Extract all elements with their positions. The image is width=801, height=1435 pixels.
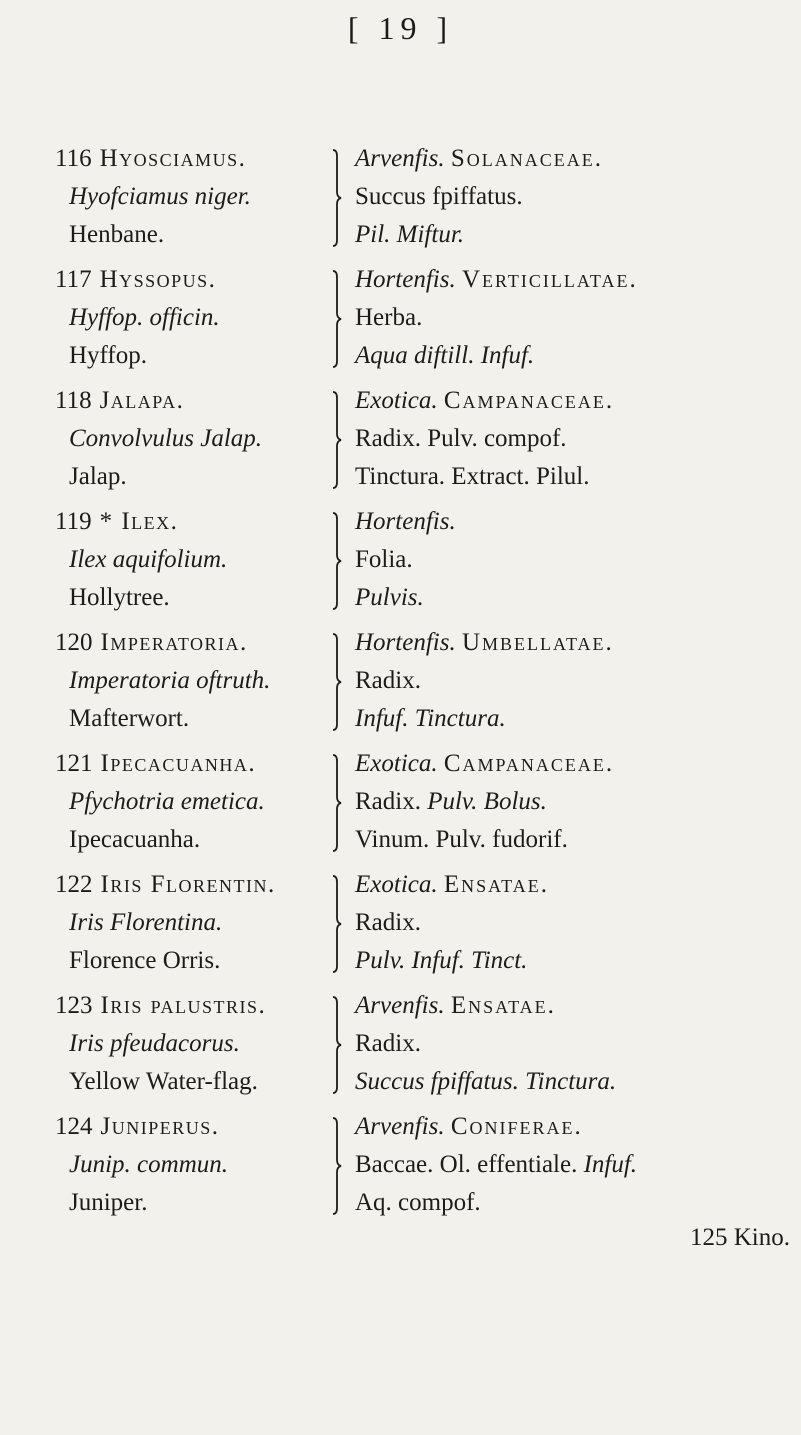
preparation: Aqua diftill. Infuf. xyxy=(355,342,535,369)
brace-mark xyxy=(332,995,342,1095)
genus-heading: Hyssopus. xyxy=(99,266,217,293)
entry-117 xyxy=(0,261,801,381)
common-name: Juniper. xyxy=(69,1189,148,1216)
genus-heading: Iris palustris. xyxy=(100,992,267,1019)
plant-family: Campanaceae. xyxy=(443,387,615,414)
genus-heading: Hyosciamus. xyxy=(99,145,247,172)
latin-name: Iris pfeudacorus. xyxy=(69,1030,240,1057)
habitat: Arvenfis. xyxy=(355,992,445,1019)
habitat: Arvenfis. xyxy=(355,1113,445,1140)
part-used: Folia. xyxy=(355,546,413,573)
preparations-line xyxy=(355,216,795,254)
parts-line xyxy=(355,299,795,337)
genus-heading: Iris Florentin. xyxy=(100,871,276,898)
entry-number: 118 xyxy=(55,387,92,414)
page-number-header: [ 19 ] xyxy=(347,10,454,46)
preparations-line xyxy=(355,700,795,738)
preparations-line xyxy=(355,821,795,859)
entry-122 xyxy=(0,866,801,986)
habitat: Hortenfis. xyxy=(355,266,456,293)
preparation: Pil. Miftur. xyxy=(355,221,465,248)
entry-names xyxy=(55,140,345,254)
preparations-line xyxy=(355,1184,795,1222)
entry-heading-line xyxy=(55,382,345,420)
common-name: Hyffop. xyxy=(69,342,148,369)
entry-118 xyxy=(0,382,801,502)
brace-mark xyxy=(332,390,342,490)
latin-name: Convolvulus Jalap. xyxy=(69,425,263,452)
brace-mark xyxy=(332,1116,342,1216)
habitat-line xyxy=(355,503,795,541)
common-name: Ipecacuanha. xyxy=(69,826,201,853)
entry-number: 124 xyxy=(55,1113,93,1140)
entry-details xyxy=(355,503,795,617)
entry-120 xyxy=(0,624,801,744)
genus-heading: Jalapa. xyxy=(99,387,185,414)
habitat: Hortenfis. xyxy=(355,508,456,535)
brace-mark xyxy=(332,269,342,369)
parts-line xyxy=(355,420,795,458)
latin-name: Iris Florentina. xyxy=(69,909,223,936)
habitat-line xyxy=(355,866,795,904)
habitat: Exotica. xyxy=(355,750,438,777)
entry-names xyxy=(55,382,345,496)
preparation: Infuf. Tinctura. xyxy=(355,705,506,732)
latin-name: Ilex aquifolium. xyxy=(69,546,228,573)
entry-heading-line xyxy=(55,261,345,299)
entry-names xyxy=(55,261,345,375)
entry-names xyxy=(55,503,345,617)
habitat-line xyxy=(355,745,795,783)
entry-123 xyxy=(0,987,801,1107)
part-used: Pulv. Bolus. xyxy=(427,788,547,815)
plant-family: Ensatae. xyxy=(450,992,556,1019)
entry-details xyxy=(355,745,795,859)
parts-line xyxy=(355,541,795,579)
genus-heading: * Ilex. xyxy=(99,508,179,535)
entry-details xyxy=(355,140,795,254)
entry-heading-line xyxy=(55,140,345,178)
part-used: Radix. xyxy=(355,667,421,694)
part-used: Radix. xyxy=(355,909,421,936)
entry-names xyxy=(55,745,345,859)
entry-heading-line xyxy=(55,987,345,1025)
latin-name: Hyofciamus niger. xyxy=(69,183,251,210)
preparations-line xyxy=(355,579,795,617)
habitat: Arvenfis. xyxy=(355,145,445,172)
part-used: Baccae. Ol. effentiale. xyxy=(355,1151,578,1178)
entry-details xyxy=(355,261,795,375)
entry-number: 121 xyxy=(55,750,93,777)
brace-mark xyxy=(332,148,342,248)
habitat-line xyxy=(355,1108,795,1146)
entry-names xyxy=(55,1108,345,1222)
plant-family: Umbellatae. xyxy=(461,629,614,656)
parts-line xyxy=(355,178,795,216)
habitat-line xyxy=(355,624,795,662)
plant-family: Coniferae. xyxy=(450,1113,583,1140)
entry-heading-line xyxy=(55,866,345,904)
entry-details xyxy=(355,624,795,738)
entry-heading-line xyxy=(55,1108,345,1146)
preparations-line xyxy=(355,1063,795,1101)
entry-number: 116 xyxy=(55,145,92,172)
entry-number: 119 xyxy=(55,508,92,535)
entry-116 xyxy=(0,140,801,260)
entry-number: 120 xyxy=(55,629,93,656)
plant-family: Ensatae. xyxy=(443,871,549,898)
entry-121 xyxy=(0,745,801,865)
part-used: Succus fpiffatus. xyxy=(355,183,523,210)
habitat-line xyxy=(355,382,795,420)
entry-names xyxy=(55,624,345,738)
latin-name: Hyffop. officin. xyxy=(69,304,220,331)
latin-name: Imperatoria oftruth. xyxy=(69,667,271,694)
entry-names xyxy=(55,987,345,1101)
habitat: Exotica. xyxy=(355,387,438,414)
plant-family: Solanaceae. xyxy=(450,145,603,172)
preparation: Tinctura. Extract. Pilul. xyxy=(355,463,590,490)
entry-heading-line xyxy=(55,503,345,541)
entry-119 xyxy=(0,503,801,623)
entry-124 xyxy=(0,1108,801,1228)
habitat-line xyxy=(355,987,795,1025)
part-used: Radix. Pulv. compof. xyxy=(355,425,567,452)
plant-family: Verticillatae. xyxy=(461,266,638,293)
entry-heading-line xyxy=(55,745,345,783)
entry-details xyxy=(355,1108,795,1222)
preparation: Pulv. Infuf. Tinct. xyxy=(355,947,528,974)
part-used: Infuf. xyxy=(583,1151,638,1178)
parts-line xyxy=(355,662,795,700)
preparations-line xyxy=(355,458,795,496)
parts-line xyxy=(355,904,795,942)
common-name: Florence Orris. xyxy=(69,947,221,974)
entry-heading-line xyxy=(55,624,345,662)
preparation: Aq. compof. xyxy=(355,1189,481,1216)
habitat: Hortenfis. xyxy=(355,629,456,656)
brace-mark xyxy=(332,753,342,853)
parts-line xyxy=(355,783,795,821)
entry-details xyxy=(355,866,795,980)
catchword: 125 Kino. xyxy=(690,1224,790,1251)
common-name: Henbane. xyxy=(69,221,165,248)
common-name: Yellow Water-flag. xyxy=(69,1068,258,1095)
brace-mark xyxy=(332,632,342,732)
habitat: Exotica. xyxy=(355,871,438,898)
part-used: Radix. xyxy=(355,1030,421,1057)
part-used: Radix. xyxy=(355,788,421,815)
genus-heading: Ipecacuanha. xyxy=(100,750,257,777)
preparation: Pulvis. xyxy=(355,584,424,611)
common-name: Hollytree. xyxy=(69,584,170,611)
genus-heading: Juniperus. xyxy=(100,1113,220,1140)
plant-family: Campanaceae. xyxy=(443,750,615,777)
parts-line xyxy=(355,1146,795,1184)
entry-number: 122 xyxy=(55,871,93,898)
preparations-line xyxy=(355,337,795,375)
common-name: Jalap. xyxy=(69,463,127,490)
genus-heading: Imperatoria. xyxy=(100,629,248,656)
entry-names xyxy=(55,866,345,980)
latin-name: Pfychotria emetica. xyxy=(69,788,265,815)
part-used: Herba. xyxy=(355,304,423,331)
preparations-line xyxy=(355,942,795,980)
brace-mark xyxy=(332,874,342,974)
common-name: Mafterwort. xyxy=(69,705,190,732)
entry-number: 117 xyxy=(55,266,92,293)
preparation: Vinum. Pulv. fudorif. xyxy=(355,826,568,853)
preparation: Succus fpiffatus. Tinctura. xyxy=(355,1068,617,1095)
entry-number: 123 xyxy=(55,992,93,1019)
brace-mark xyxy=(332,511,342,611)
latin-name: Junip. commun. xyxy=(69,1151,228,1178)
entry-details xyxy=(355,987,795,1101)
entry-details xyxy=(355,382,795,496)
habitat-line xyxy=(355,261,795,299)
habitat-line xyxy=(355,140,795,178)
parts-line xyxy=(355,1025,795,1063)
